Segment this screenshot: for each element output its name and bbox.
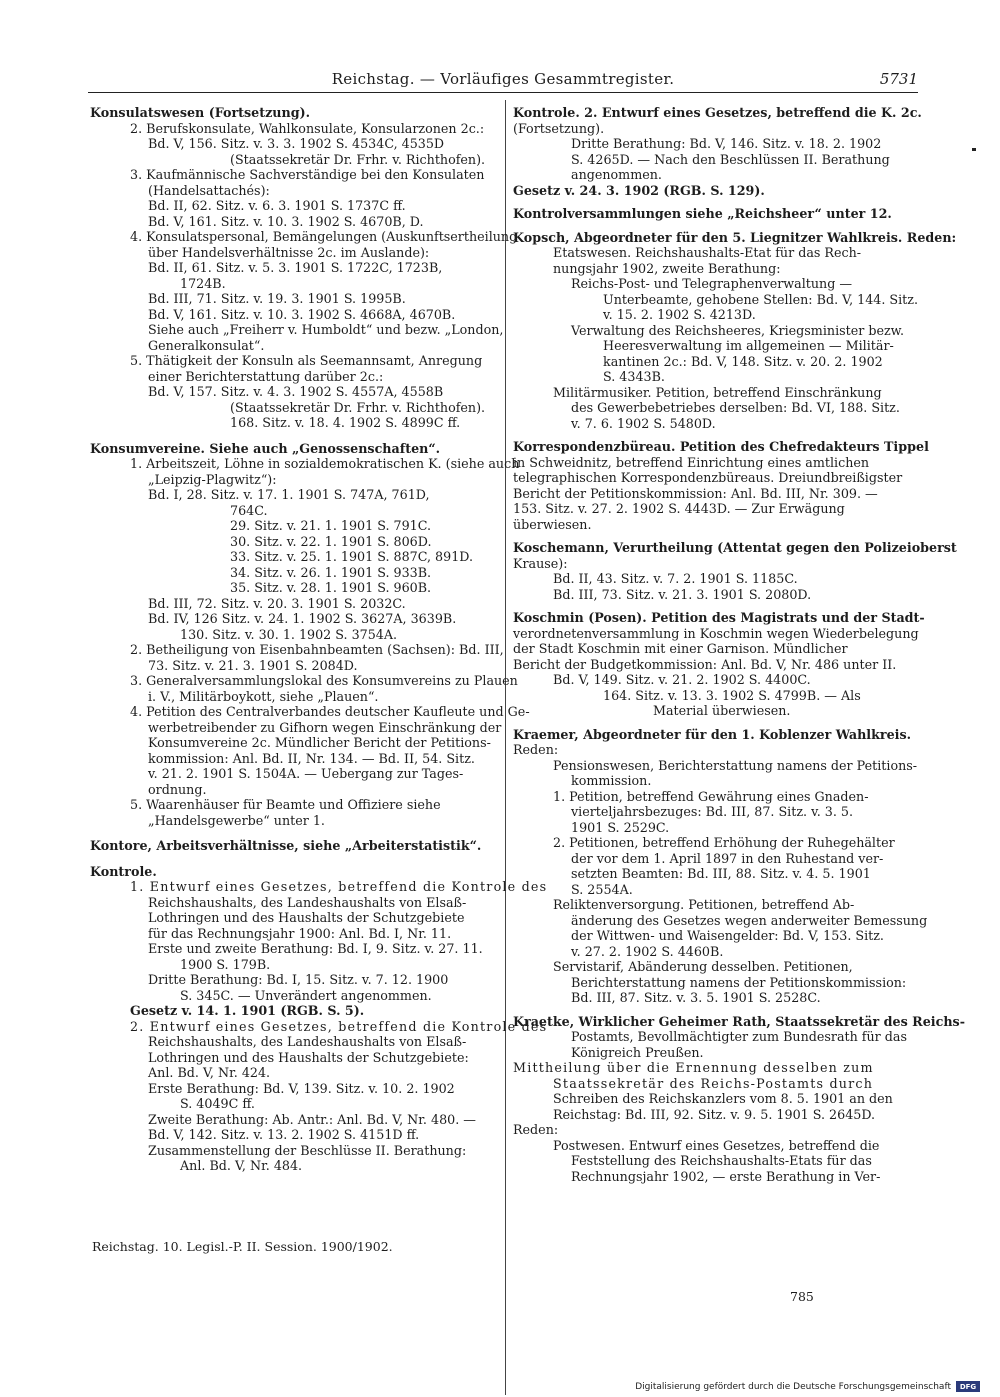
column-divider: [505, 100, 506, 1395]
entry-line: Unterbeamte, gehobene Stellen: Bd. V, 144. Sitz.: [603, 291, 918, 307]
entry-line: Staatssekretär des Reichs-Postamts durch: [553, 1075, 874, 1091]
entry-line: Anl. Bd. V, Nr. 484.: [180, 1158, 303, 1173]
entry-line: Bd. V, 156. Sitz. v. 3. 3. 1902 S. 4534C, 4535D: [148, 136, 445, 151]
entry-line: Anl. Bd. V, Nr. 424.: [148, 1065, 271, 1080]
entry-line: für das Rechnungsjahr 1900: Anl. Bd. I, Nr. 11.: [148, 925, 452, 941]
entry-line: S. 4343B.: [603, 369, 665, 384]
entry-line: überwiesen.: [513, 516, 592, 532]
entry-kopsch: [513, 229, 957, 432]
entry-line: 30. Sitz. v. 22. 1. 1901 S. 806D.: [230, 533, 432, 549]
entry-line: 1. Petition, betreffend Gewährung eines Gnaden-: [553, 788, 869, 804]
footer-page-marker: 785: [790, 1289, 814, 1304]
entry-line: S. 4049C ff.: [180, 1096, 255, 1111]
entry-line: Bd. III, 71. Sitz. v. 19. 3. 1901 S. 1995B.: [148, 291, 406, 306]
entry-line: 168. Sitz. v. 18. 4. 1902 S. 4899C ff.: [230, 415, 461, 430]
entry-line: Krause):: [513, 555, 568, 571]
entry-line: kommission.: [571, 773, 652, 788]
entry-line: 1. Entwurf eines Gesetzes, betreffend die Kontrole des: [130, 879, 548, 894]
entry-line: Erste Berathung: Bd. V, 139. Sitz. v. 10. 2. 1902: [148, 1080, 455, 1096]
entry-line: 1. Arbeitszeit, Löhne in sozialdemokratischen K. (siehe auch: [130, 456, 520, 471]
entry-line: Lothringen und des Haushalts der Schutzgebiete: [148, 910, 465, 925]
entry-line: Postamts, Bevollmächtigter zum Bundesrath für das: [571, 1029, 907, 1044]
entry-line: Rechnungsjahr 1902, — erste Berathung in Ver-: [571, 1168, 881, 1184]
entry-line: einer Berichterstattung darüber 2c.:: [148, 368, 384, 384]
entry-line: Bd. V, 161. Sitz. v. 10. 3. 1902 S. 4670B, D.: [148, 213, 424, 229]
entry-heading: Koschemann, Verurtheilung (Attentat gegen den Polizeioberst: [513, 540, 957, 555]
entry-line: 153. Sitz. v. 27. 2. 1902 S. 4443D. — Zur Erwägung: [513, 501, 845, 516]
entry-line: Reichstag: Bd. III, 92. Sitz. v. 9. 5. 1901 S. 2645D.: [553, 1106, 876, 1122]
entry-line: Reichshaushalts, des Landeshaushalts von Elsaß-: [148, 894, 467, 910]
entry-line: Bd. V, 157. Sitz. v. 4. 3. 1902 S. 4557A, 4558B: [148, 384, 444, 399]
entry-line: (Staatssekretär Dr. Frhr. v. Richthofen).: [230, 399, 486, 415]
entry-line: 2. Berufskonsulate, Wahlkonsulate, Konsularzonen 2c.:: [130, 120, 485, 136]
entry-line: v. 27. 2. 1902 S. 4460B.: [571, 943, 724, 959]
right-column: [513, 105, 965, 1192]
entry-line: Konsumvereine 2c. Mündlicher Bericht der Petitions-: [148, 735, 491, 750]
entry-line: v. 7. 6. 1902 S. 5480D.: [571, 415, 716, 431]
page-header: [88, 70, 918, 92]
entry-line: Dritte Berathung: Bd. I, 15. Sitz. v. 7. 12. 1900: [148, 972, 449, 987]
entry-line: Generalkonsulat“.: [148, 337, 265, 353]
entry-line: 73. Sitz. v. 21. 3. 1901 S. 2084D.: [148, 657, 358, 673]
entry-heading: Kraetke, Wirklicher Geheimer Rath, Staatssekretär des Reichs-: [513, 1013, 965, 1029]
entry-line: Reichshaushalts, des Landeshaushalts von Elsaß-: [148, 1034, 467, 1049]
entry-line: Königreich Preußen.: [571, 1044, 704, 1060]
entry-line: „Leipzig-Plagwitz“):: [148, 471, 277, 487]
entry-line: der Stadt Koschmin mit einer Garnison. Mündlicher: [513, 641, 848, 656]
entry-line: Reichs-Post- und Telegraphenverwaltung —: [571, 276, 853, 291]
entry-line: Bd. III, 87. Sitz. v. 3. 5. 1901 S. 2528C.: [571, 990, 821, 1005]
entry-line: der Wittwen- und Waisengelder: Bd. V, 153. Sitz.: [571, 928, 884, 943]
entry-line: v. 21. 2. 1901 S. 1504A. — Uebergang zur Tages-: [148, 766, 464, 781]
footer-session-note: Reichstag. 10. Legisl.-P. II. Session. 1900/1902.: [92, 1239, 393, 1254]
entry-line: verordnetenversammlung in Koschmin wegen Wiederbelegung: [513, 625, 919, 641]
entry-line: Gesetz v. 14. 1. 1901 (RGB. S. 5).: [130, 1003, 365, 1018]
entry-line: Verwaltung des Reichsheeres, Kriegsminister bezw.: [571, 322, 905, 338]
entry-line: S. 4265D. — Nach den Beschlüssen II. Berathung: [571, 151, 890, 167]
dfg-logo: DFG: [956, 1381, 980, 1392]
entry-line: des Gewerbebetriebes derselben: Bd. VI, 188. Sitz.: [571, 400, 900, 415]
entry-line: Bd. II, 43. Sitz. v. 7. 2. 1901 S. 1185C.: [553, 571, 798, 586]
margin-mark: [972, 148, 976, 151]
entry-line: 35. Sitz. v. 28. 1. 1901 S. 960B.: [230, 580, 432, 595]
entry-kraemer: [513, 726, 928, 1006]
entry-line: setzten Beamten: Bd. III, 88. Sitz. v. 4. 5. 1901: [571, 866, 871, 881]
entry-line: Postwesen. Entwurf eines Gesetzes, betreffend die: [553, 1137, 880, 1153]
entry-line: 1724B.: [180, 275, 226, 291]
entry-heading: Kontrole.: [90, 863, 157, 879]
entry-kontrolversammlungen: [513, 206, 918, 222]
entry-line: Zusammenstellung der Beschlüsse II. Berathung:: [148, 1142, 467, 1158]
entry-line: Militärmusiker. Petition, betreffend Einschränkung: [553, 384, 882, 400]
entry-line: Bd. I, 28. Sitz. v. 17. 1. 1901 S. 747A, 761D,: [148, 487, 430, 502]
entry-line: 5. Thätigkeit der Konsuln als Seemannsamt, Anregung: [130, 353, 483, 368]
entry-line: i. V., Militärboykott, siehe „Plauen“.: [148, 688, 379, 704]
entry-line: Siehe auch „Freiherr v. Humboldt“ und bezw. „London,: [148, 322, 504, 337]
entry-line: (Handelsattachés):: [148, 182, 270, 198]
entry-line: Servistarif, Abänderung desselben. Petitionen,: [553, 959, 853, 974]
entry-line: Bericht der Budgetkommission: Anl. Bd. V, Nr. 486 unter II.: [513, 656, 897, 672]
entry-line: 2. Entwurf eines Gesetzes, betreffend die Kontrole des: [130, 1018, 548, 1034]
entry-line: Reden:: [513, 1122, 559, 1137]
dfg-credit: [635, 1381, 980, 1392]
entry-line: 764C.: [230, 502, 268, 518]
entry-line: Material überwiesen.: [653, 703, 791, 718]
entry-line: Bd. IV, 126 Sitz. v. 24. 1. 1902 S. 3627A, 3639B.: [148, 611, 457, 626]
entry-line: Bd. V, 161. Sitz. v. 10. 3. 1902 S. 4668A, 4670B.: [148, 306, 456, 322]
entry-line: Dritte Berathung: Bd. V, 146. Sitz. v. 18. 2. 1902: [571, 136, 882, 151]
entry-konsumvereine: [90, 440, 530, 829]
running-title: Reichstag. — Vorläufiges Gesammtregister.: [331, 70, 675, 88]
entry-line: 33. Sitz. v. 25. 1. 1901 S. 887C, 891D.: [230, 549, 474, 564]
entry-line: werbetreibender zu Gifhorn wegen Einschränkung der: [148, 719, 502, 735]
entry-heading: Kopsch, Abgeordneter für den 5. Liegnitzer Wahlkreis. Reden:: [513, 229, 957, 245]
entry-line: Bd. V, 142. Sitz. v. 13. 2. 1902 S. 4151D ff.: [148, 1127, 420, 1142]
entry-kraetke: [513, 1013, 965, 1185]
entry-line: 34. Sitz. v. 26. 1. 1901 S. 933B.: [230, 564, 432, 580]
entry-line: Etatswesen. Reichshaushalts-Etat für das Rech-: [553, 245, 862, 260]
entry-heading: Kraemer, Abgeordneter für den 1. Koblenzer Wahlkreis.: [513, 726, 912, 742]
entry-koschemann: [513, 540, 957, 602]
entry-kontore: [90, 838, 495, 854]
entry-heading: Konsumvereine. Siehe auch „Genossenschaften“.: [90, 440, 441, 456]
entry-heading: Konsulatswesen (Fortsetzung).: [90, 105, 311, 120]
entry-line: 4. Konsulatspersonal, Bemängelungen (Auskunftsertheilung: [130, 229, 518, 244]
entry-line: Lothringen und des Haushalts der Schutzgebiete:: [148, 1049, 469, 1065]
entry-line: Pensionswesen, Berichterstattung namens der Petitions-: [553, 757, 918, 773]
entry-line: über Handelsverhältnisse 2c. im Auslande):: [148, 244, 430, 260]
entry-line: Mittheilung über die Ernennung desselben zum: [513, 1060, 874, 1075]
entry-line: S. 2554A.: [571, 881, 633, 897]
entry-line: Berichterstattung namens der Petitionskommission:: [571, 974, 907, 990]
entry-line: Bd. II, 61. Sitz. v. 5. 3. 1901 S. 1722C, 1723B,: [148, 260, 443, 275]
entry-line: 29. Sitz. v. 21. 1. 1901 S. 791C.: [230, 518, 432, 533]
entry-line: Reliktenversorgung. Petitionen, betreffend Ab-: [553, 897, 855, 912]
entry-line: in Schweidnitz, betreffend Einrichtung eines amtlichen: [513, 454, 870, 470]
entry-line: vierteljahrsbezuges: Bd. III, 87. Sitz. v. 3. 5.: [571, 804, 854, 819]
page-number: 5731: [879, 70, 918, 88]
entry-line: Bd. III, 72. Sitz. v. 20. 3. 1901 S. 2032C.: [148, 595, 406, 611]
entry-line: 3. Generalversammlungslokal des Konsumvereins zu Plauen: [130, 673, 518, 688]
entry-line: Bd. V, 149. Sitz. v. 21. 2. 1902 S. 4400C.: [553, 672, 811, 687]
entry-line: (Staatssekretär Dr. Frhr. v. Richthofen).: [230, 151, 486, 167]
entry-line: nungsjahr 1902, zweite Berathung:: [553, 260, 781, 276]
entry-line: v. 15. 2. 1902 S. 4213D.: [603, 307, 756, 322]
entry-line: kommission: Anl. Bd. II, Nr. 134. — Bd. II, 54. Sitz.: [148, 750, 475, 766]
entry-line: 164. Sitz. v. 13. 3. 1902 S. 4799B. — Als: [603, 687, 861, 703]
entry-line: 130. Sitz. v. 30. 1. 1902 S. 3754A.: [180, 626, 398, 642]
entry-line: Erste und zweite Berathung: Bd. I, 9. Sitz. v. 27. 11.: [148, 941, 483, 956]
entry-line: Bd. II, 62. Sitz. v. 6. 3. 1901 S. 1737C ff.: [148, 198, 406, 213]
entry-line: (Fortsetzung).: [513, 120, 605, 136]
entry-konsulatswesen: [90, 105, 518, 431]
entry-heading: Koschmin (Posen). Petition des Magistrats und der Stadt-: [513, 610, 925, 625]
entry-line: ordnung.: [148, 781, 207, 797]
entry-line: änderung des Gesetzes wegen anderweiter Bemessung: [571, 912, 928, 928]
entry-line: 2. Petitionen, betreffend Erhöhung der Ruhegehälter: [553, 835, 895, 850]
entry-line: Schreiben des Reichskanzlers vom 8. 5. 1901 an den: [553, 1091, 893, 1106]
entry-line: 4. Petition des Centralverbandes deutscher Kaufleute und Ge-: [130, 704, 530, 719]
entry-heading: Korrespondenzbüreau. Petition des Chefredakteurs Tippel: [513, 439, 929, 454]
header-rule: [88, 92, 918, 93]
entry-line: S. 345C. — Unverändert angenommen.: [180, 987, 432, 1003]
entry-line: 3. Kaufmännische Sachverständige bei den Konsulaten: [130, 167, 485, 182]
entry-line: 1900 S. 179B.: [180, 956, 271, 972]
entry-line: Reden:: [513, 742, 559, 757]
entry-line: Bd. III, 73. Sitz. v. 21. 3. 1901 S. 2080D.: [553, 586, 812, 602]
entry-koschmin: [513, 610, 925, 719]
entry-line: Bericht der Petitionskommission: Anl. Bd. III, Nr. 309. —: [513, 485, 878, 501]
entry-line: 5. Waarenhäuser für Beamte und Offiziere siehe: [130, 797, 441, 812]
entry-line: Feststellung des Reichshaushalts-Etats für das: [571, 1153, 872, 1168]
entry-line: kantinen 2c.: Bd. V, 148. Sitz. v. 20. 2. 1902: [603, 353, 883, 369]
entry-line: telegraphischen Korrespondenzbüreaus. Dreiundbreißigster: [513, 470, 903, 485]
entry-kontrole-cont: [513, 105, 922, 198]
entry-line: Heeresverwaltung im allgemeinen — Militär-: [603, 338, 894, 353]
entry-korrespondenzbuereau: [513, 439, 929, 532]
entry-line: angenommen.: [571, 167, 662, 182]
entry-line: 2. Betheiligung von Eisenbahnbeamten (Sachsen): Bd. III,: [130, 642, 504, 657]
entry-line: Gesetz v. 24. 3. 1902 (RGB. S. 129).: [513, 182, 765, 198]
entry-heading: Kontore, Arbeitsverhältnisse, siehe „Arbeiterstatistik“.: [90, 838, 482, 853]
entry-line: 1901 S. 2529C.: [571, 819, 670, 835]
entry-line: Zweite Berathung: Ab. Antr.: Anl. Bd. V, Nr. 480. —: [148, 1111, 476, 1127]
dfg-credit-text: Digitalisierung gefördert durch die Deutsche Forschungsgemeinschaft: [635, 1381, 951, 1392]
entry-line: der vor dem 1. April 1897 in den Ruhestand ver-: [571, 850, 884, 866]
entry-line: „Handelsgewerbe“ unter 1.: [148, 812, 325, 828]
entry-heading: Kontrolversammlungen siehe „Reichsheer“ unter 12.: [513, 206, 892, 221]
entry-heading: Kontrole. 2. Entwurf eines Gesetzes, betreffend die K. 2c.: [513, 105, 922, 120]
